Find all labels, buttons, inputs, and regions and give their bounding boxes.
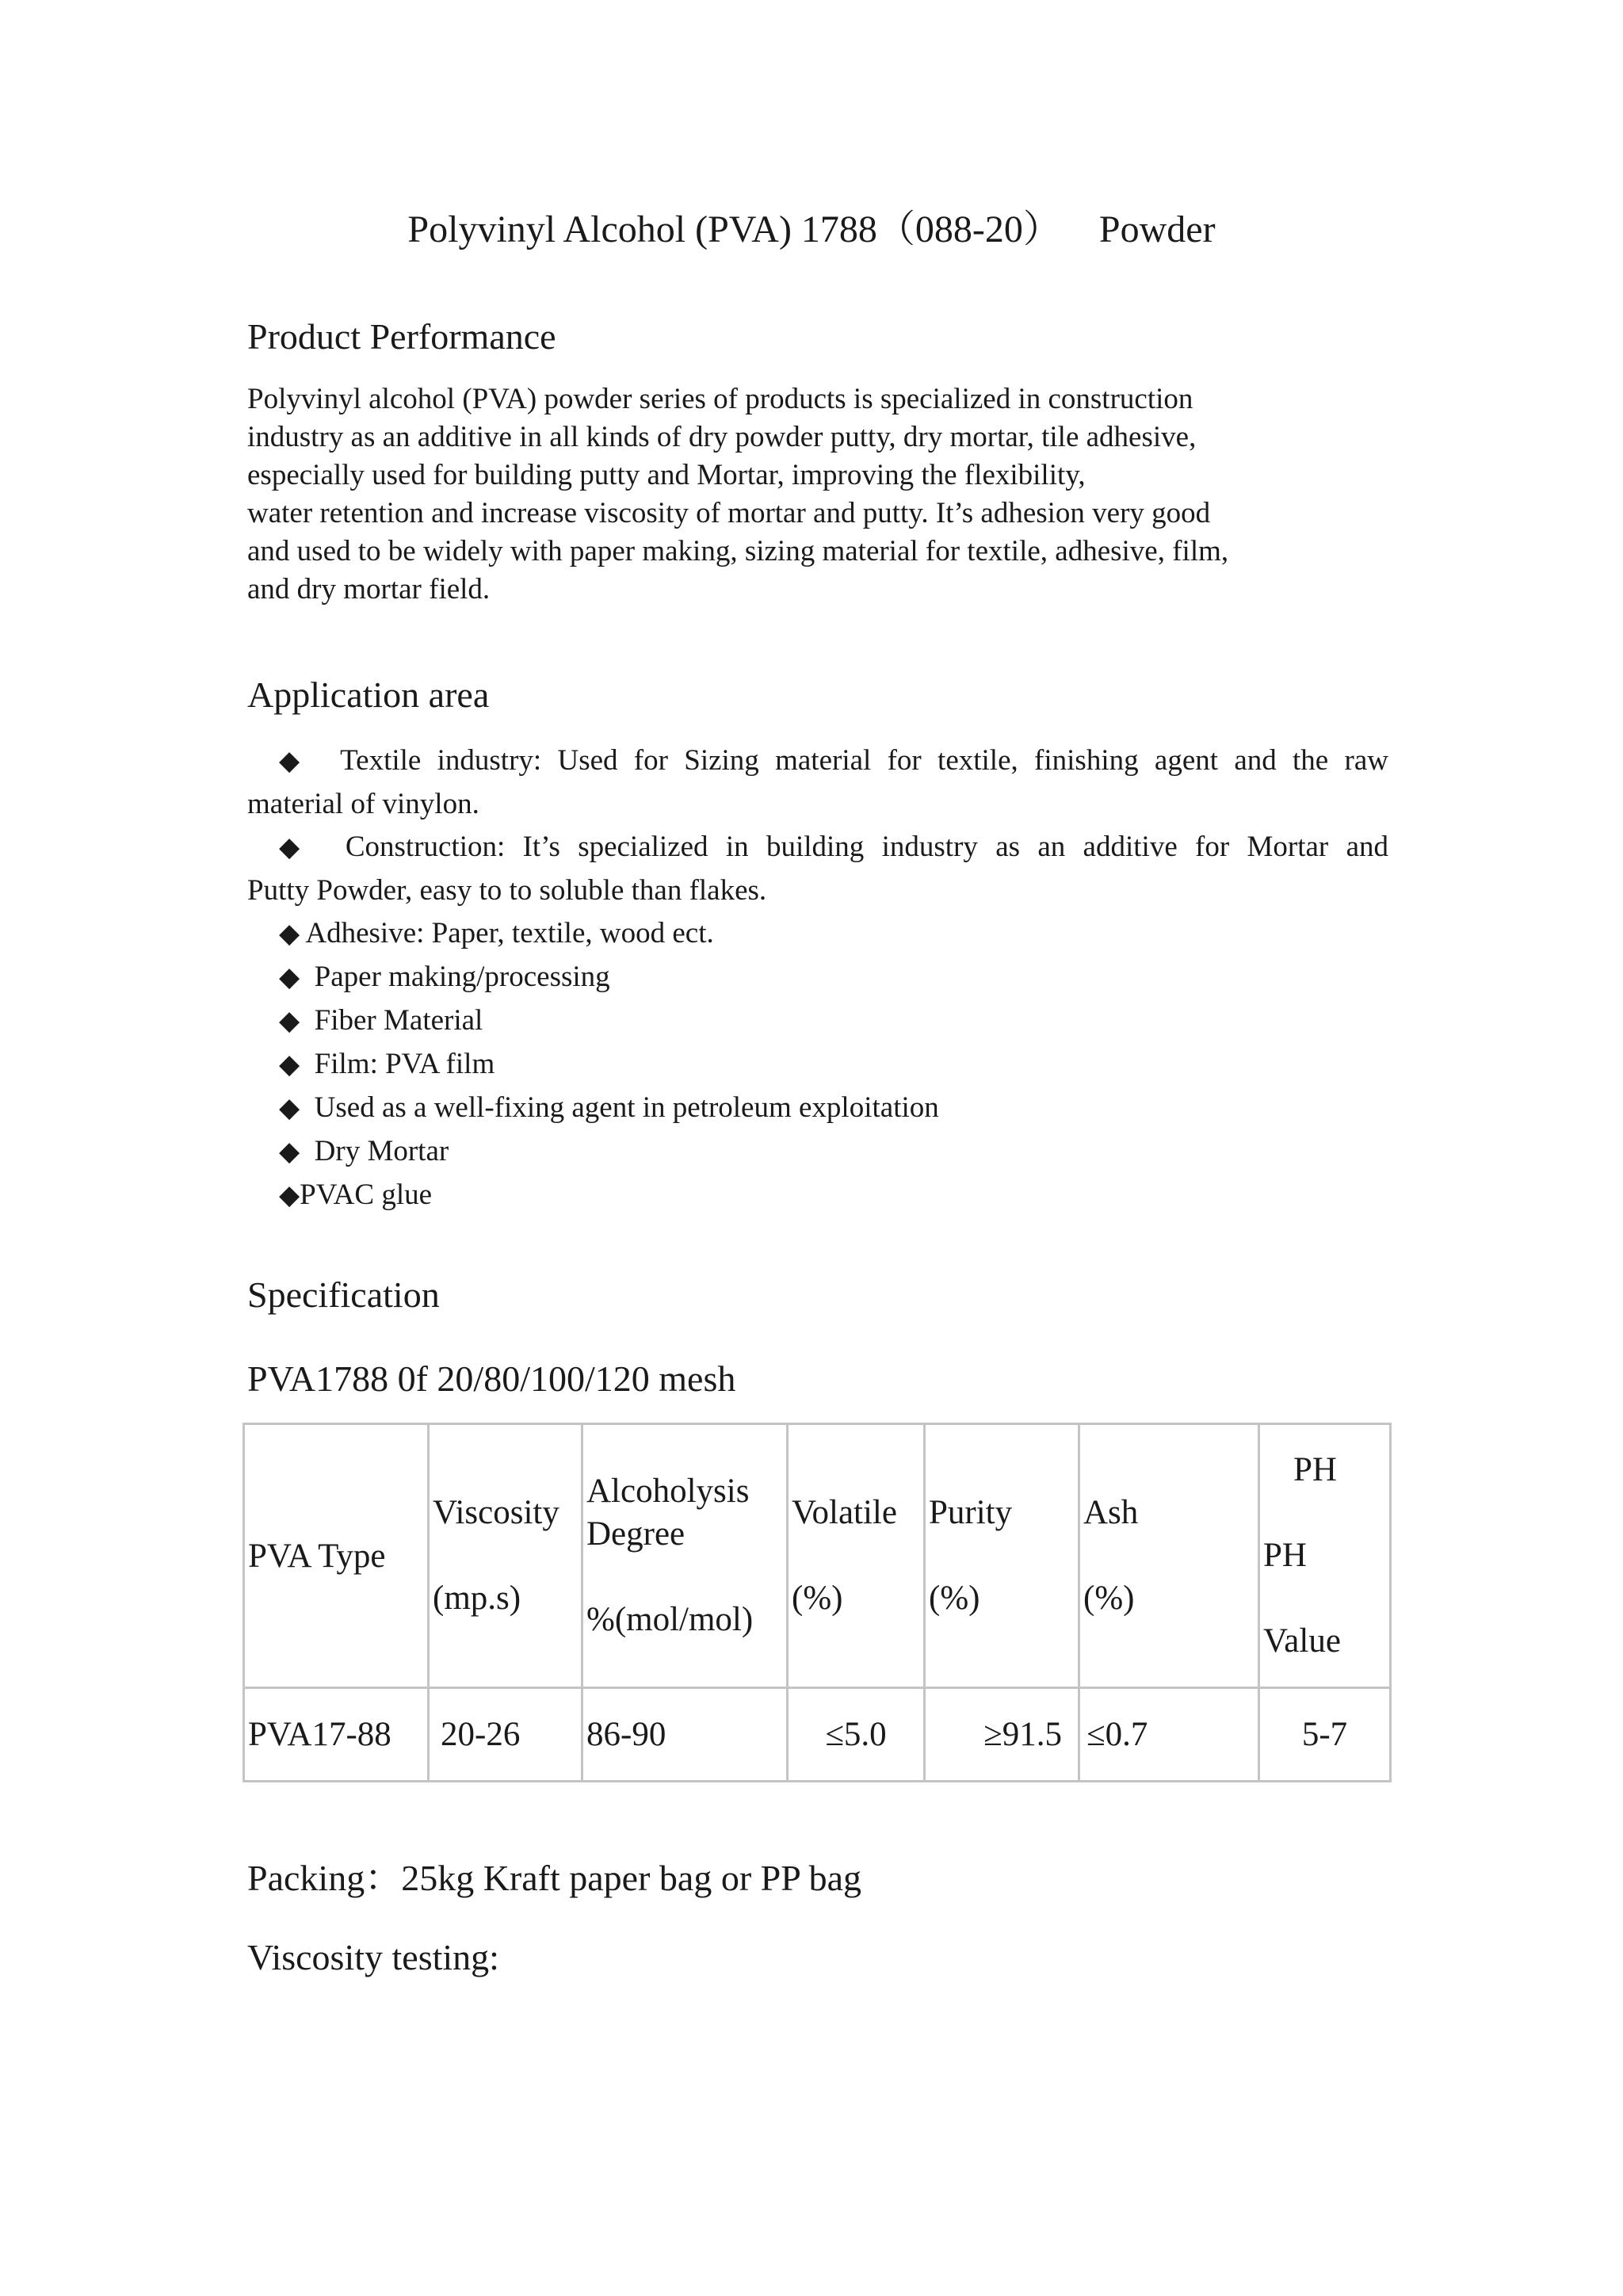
list-item: ◆ Paper making/processing: [279, 961, 610, 993]
diamond-bullet-icon: ◆: [279, 833, 311, 862]
paragraph-line: especially used for building putty and Mortar, improving the flexibility,: [247, 459, 1086, 491]
diamond-bullet-icon: ◆: [279, 963, 300, 992]
list-item: ◆ Dry Mortar: [279, 1135, 449, 1167]
list-item: ◆PVAC glue: [279, 1179, 433, 1211]
section-heading-specification: Specification: [247, 1274, 440, 1315]
diamond-bullet-icon: ◆: [279, 1050, 300, 1079]
list-item-continuation: Putty Powder, easy to to soluble than flakes.: [247, 874, 767, 907]
header-viscosity: Viscosity (mp.s): [429, 1424, 582, 1688]
section-heading-product-performance: Product Performance: [247, 316, 556, 357]
header-alcoholysis-degree: Alcoholysis Degree %(mol/mol): [582, 1424, 788, 1688]
section-heading-application-area: Application area: [247, 674, 490, 715]
cell-ash: ≤0.7: [1079, 1688, 1259, 1782]
list-item: ◆ Film: PVA film: [279, 1048, 495, 1080]
list-item-continuation: material of vinylon.: [247, 788, 479, 820]
diamond-bullet-icon: ◆: [279, 1181, 300, 1210]
header-ash: Ash (%): [1079, 1424, 1259, 1688]
cell-purity: ≥91.5: [925, 1688, 1079, 1782]
table-row: [244, 1688, 1391, 1782]
list-item: ◆ Used as a well-fixing agent in petroleum exploitation: [279, 1091, 939, 1124]
list-item: ◆ Construction: It’s specialized in building industry as an additive for Mortar and: [279, 831, 1388, 863]
paragraph-line: industry as an additive in all kinds of dry powder putty, dry mortar, tile adhesive,: [247, 421, 1197, 453]
list-item: ◆ Fiber Material: [279, 1004, 483, 1037]
paragraph-line: water retention and increase viscosity of mortar and putty. It’s adhesion very good: [247, 497, 1211, 529]
diamond-bullet-icon: ◆: [279, 747, 309, 776]
list-item: ◆ Adhesive: Paper, textile, wood ect.: [279, 917, 714, 949]
diamond-bullet-icon: ◆: [279, 1137, 300, 1167]
paragraph-line: and used to be widely with paper making, sizing material for textile, adhesive, film,: [247, 535, 1229, 567]
cell-volatile: ≤5.0: [788, 1688, 925, 1782]
paragraph-line: Polyvinyl alcohol (PVA) powder series of products is specialized in construction: [247, 383, 1193, 415]
header-pva-type: PVA Type: [244, 1424, 429, 1688]
header-ph-value: PH PH Value: [1259, 1424, 1391, 1688]
product-performance-paragraph: [247, 380, 1420, 609]
cell-pva-type: PVA17-88: [244, 1688, 429, 1782]
paragraph-line: and dry mortar field.: [247, 573, 491, 606]
viscosity-testing-heading: Viscosity testing:: [247, 1937, 499, 1977]
header-purity: Purity (%): [925, 1424, 1079, 1688]
cell-viscosity: 20-26: [429, 1688, 582, 1782]
diamond-bullet-icon: ◆: [279, 1094, 300, 1123]
diamond-bullet-icon: ◆: [279, 1007, 300, 1036]
specification-table: [242, 1423, 1392, 1782]
table-header-row: [244, 1424, 1391, 1688]
diamond-bullet-icon: ◆: [279, 919, 300, 949]
specification-subheading: PVA1788 0f 20/80/100/120 mesh: [247, 1358, 736, 1399]
cell-alcoholysis-degree: 86-90: [582, 1688, 788, 1782]
list-item: ◆ Textile industry: Used for Sizing material for textile, finishing agent and the raw: [279, 744, 1388, 777]
cell-ph-value: 5-7: [1259, 1688, 1391, 1782]
packing-line: Packing：25kg Kraft paper bag or PP bag: [247, 1858, 862, 1898]
header-volatile: Volatile (%): [788, 1424, 925, 1688]
application-list: [247, 739, 1388, 1217]
page-title: Polyvinyl Alcohol (PVA) 1788（088-20） Powder: [407, 208, 1216, 250]
